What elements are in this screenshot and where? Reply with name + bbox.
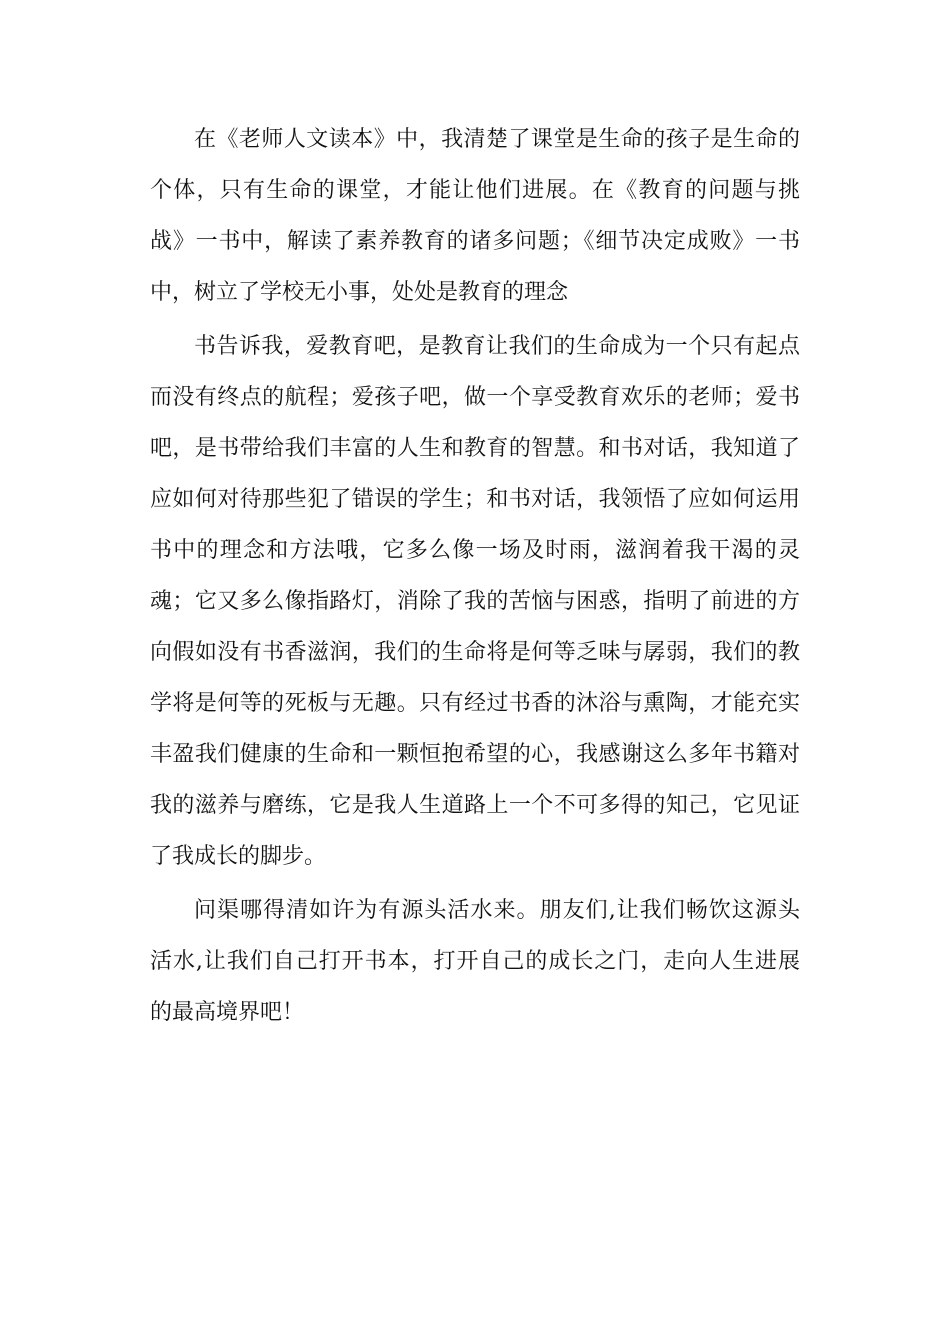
paragraph-line: 问渠哪得清如许为有源头活水来。朋友们,让我们畅饮这源头 xyxy=(194,898,800,923)
paragraph-line: 中，树立了学校无小事，处处是教育的理念 xyxy=(150,280,569,305)
paragraph-1 xyxy=(150,114,800,318)
paragraph-line: 战》一书中，解读了素养教育的诸多问题；《细节决定成败》一书 xyxy=(150,229,800,254)
paragraph-line: 书中的理念和方法哦，它多么像一场及时雨，滋润着我干渴的灵 xyxy=(150,538,800,563)
paragraph-line: 我的滋养与磨练，它是我人生道路上一个不可多得的知己，它见证 xyxy=(150,793,800,818)
paragraph-line: 的最高境界吧！ xyxy=(150,1000,305,1025)
paragraph-line: 个体，只有生命的课堂，才能让他们进展。在《教育的问题与挑 xyxy=(150,178,800,203)
paragraph-line: 在《老师人文读本》中，我清楚了课堂是生命的孩子是生命的 xyxy=(194,127,800,152)
paragraph-line: 了我成长的脚步。 xyxy=(150,844,327,869)
paragraph-line: 吧，是书带给我们丰富的人生和教育的智慧。和书对话，我知道了 xyxy=(150,436,800,461)
paragraph-line: 而没有终点的航程；爱孩子吧，做一个享受教育欢乐的老师；爱书 xyxy=(150,385,800,410)
paragraph-3 xyxy=(150,885,800,1038)
paragraph-line: 向假如没有书香滋润，我们的生命将是何等乏味与孱弱，我们的教 xyxy=(150,640,800,665)
paragraph-line: 书告诉我，爱教育吧，是教育让我们的生命成为一个只有起点 xyxy=(194,334,800,359)
paragraph-line: 丰盈我们健康的生命和一颗恒抱希望的心，我感谢这么多年书籍对 xyxy=(150,742,800,767)
paragraph-line: 学将是何等的死板与无趣。只有经过书香的沐浴与熏陶，才能充实 xyxy=(150,691,800,716)
paragraph-2 xyxy=(150,321,800,882)
paragraph-line: 魂；它又多么像指路灯，消除了我的苦恼与困惑，指明了前进的方 xyxy=(150,589,800,614)
document-body xyxy=(150,114,800,1041)
paragraph-line: 活水,让我们自己打开书本，打开自己的成长之门，走向人生进展 xyxy=(150,949,800,974)
paragraph-line: 应如何对待那些犯了错误的学生；和书对话，我领悟了应如何运用 xyxy=(150,487,800,512)
